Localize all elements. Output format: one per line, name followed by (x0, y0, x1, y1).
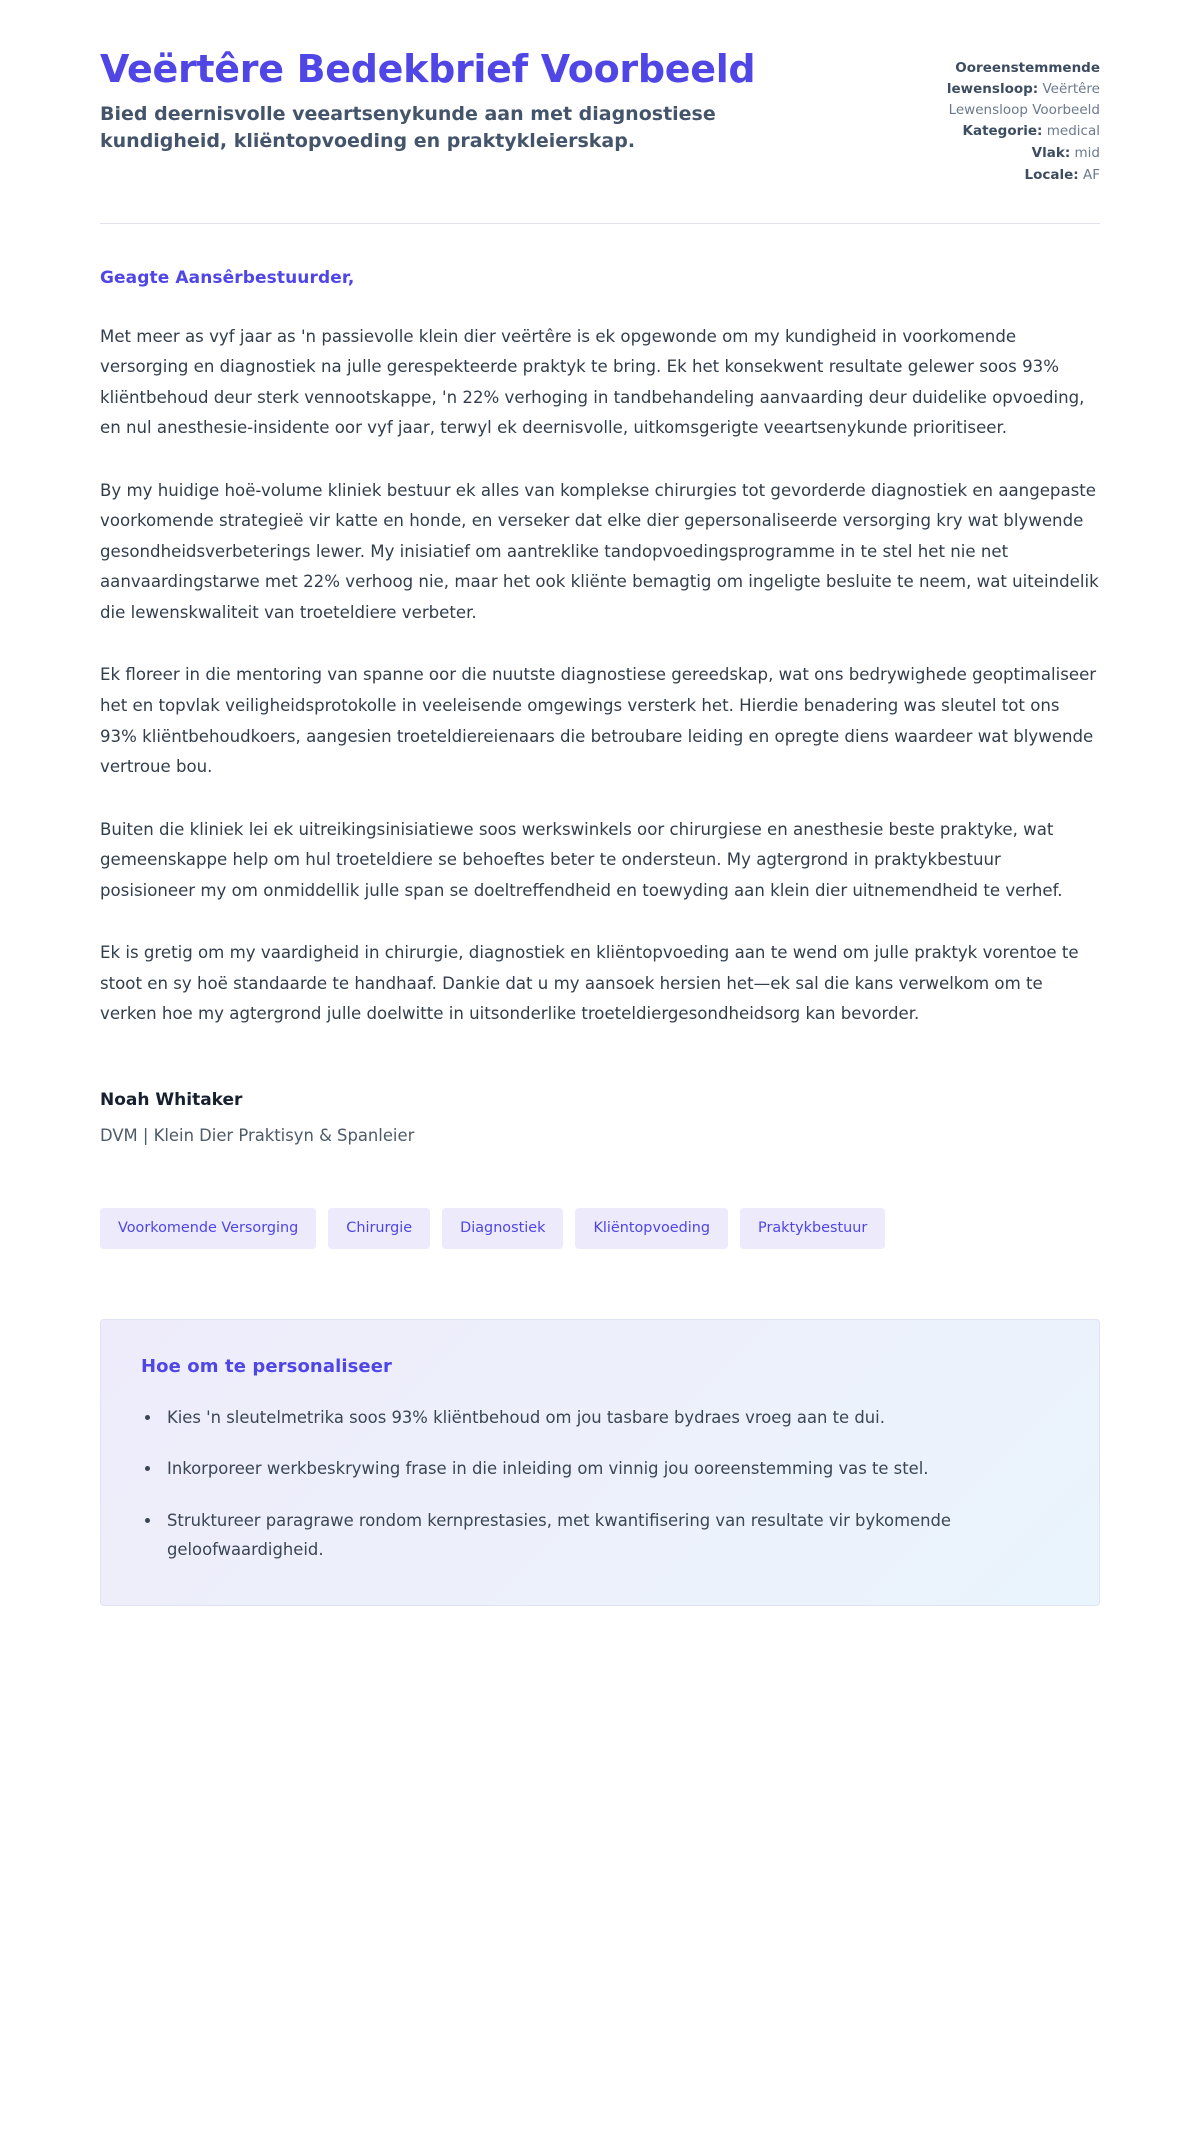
meta-locale-label: Locale: (1024, 166, 1079, 183)
letter-paragraph: Ek is gretig om my vaardigheid in chirurgie, diagnostiek en kliëntopvoeding aan te wend om julle praktyk vorentoe te stoot en sy hoë standaarde te handhaaf. Dankie dat u my aansoek hersien het—ek sal die kans verwelkom om te verken hoe my agtergrond julle doelwitte in uitsonderlike troeteldiergesondheidsorg kan bevorder. (100, 943, 1079, 1024)
list-item-text: Inkorporeer werkbeskrywing frase in die inleiding om vinnig jou ooreenstemming vas te stel. (167, 1459, 929, 1479)
page-title: Veërtêre Bedekbrief Voorbeeld (100, 47, 756, 91)
meta-category (885, 121, 1100, 142)
bullet-icon (145, 1415, 150, 1420)
page-subtitle: Bied deernisvolle veeartsenykunde aan met diagnostiese kundigheid, kliëntopvoeding en praktykleierskap. (100, 103, 716, 152)
personalization-callout (100, 1319, 1100, 1606)
meta-level-label: Vlak: (1031, 145, 1071, 162)
meta-locale (885, 165, 1100, 186)
tag-chip[interactable]: Voorkomende Versorging (100, 1208, 316, 1248)
tag-list (100, 1208, 1100, 1248)
callout-tip-list (141, 1403, 1059, 1565)
letter-paragraph: Buiten die kliniek lei ek uitreikingsinisiatiewe soos werkswinkels oor chirurgiese en anesthesie beste praktyke, wat gemeenskappe help om hul troeteldiere se behoeftes beter te ondersteun. My agtergrond in praktykbestuur posisioneer my om onmiddellik julle span se doeltreffendheid en toewyding aan klein dier uitnemendheid te verhef. (100, 819, 1063, 900)
meta-category-value: medical (1046, 123, 1100, 140)
meta-level (885, 143, 1100, 164)
callout-title: Hoe om te personaliseer (141, 1355, 393, 1377)
bullet-icon (145, 1466, 150, 1471)
document-metadata (885, 48, 1100, 187)
letter-paragraph: Met meer as vyf jaar as 'n passievolle klein dier veërtêre is ek opgewonde om my kundigheid in voorkomende versorging en diagnostiek na julle gerespekteerde praktyk te bring. Ek het konsekwent resultate gelewer soos 93% kliëntbehoud deur sterk vennootskappe, 'n 22% verhoging in tandbehandeling aanvaarding deur duidelike opvoeding, en nul anesthesie-insidente oor vyf jaar, terwyl ek deernisvolle, uitkomsgerigte veeartsenykunde prioritiseer. (100, 326, 1085, 438)
meta-level-value: mid (1074, 145, 1100, 162)
meta-matching-resume-label: Ooreenstemmende lewensloop: (946, 60, 1100, 97)
document-header (100, 48, 1100, 223)
meta-category-label: Kategorie: (962, 123, 1043, 140)
list-item (141, 1403, 1059, 1433)
letter-salutation: Geagte Aansêrbestuurder, (100, 267, 355, 288)
list-item (141, 1506, 1059, 1565)
meta-locale-value: AF (1082, 166, 1100, 183)
list-item (141, 1454, 1059, 1484)
tag-chip[interactable]: Praktykbestuur (740, 1208, 885, 1248)
meta-matching-resume-value: Veërtêre Lewensloop Voorbeeld (948, 80, 1100, 118)
tag-chip[interactable]: Diagnostiek (442, 1208, 563, 1248)
bullet-icon (145, 1518, 150, 1523)
page-content (100, 0, 1100, 1606)
header-title-block (100, 48, 800, 154)
letter-body (100, 322, 1100, 1030)
signature-name: Noah Whitaker (100, 1089, 243, 1110)
list-item-text: Kies 'n sleutelmetrika soos 93% kliëntbehoud om jou tasbare bydraes vroeg aan te dui. (167, 1407, 885, 1427)
letter-paragraph: Ek floreer in die mentoring van spanne oor die nuutste diagnostiese gereedskap, wat ons bedrywighede geoptimaliseer het en topvlak veiligheidsprotokolle in veeleisende omgewings versterk het. Hierdie benadering was sleutel tot ons 93% kliëntbehoudkoers, aangesien troeteldiereienaars die betroubare leiding en opregte diens waardeer wat blywende vertroue bou. (100, 665, 1097, 777)
header-divider (100, 223, 1100, 224)
meta-matching-resume (885, 58, 1100, 120)
signature-block (100, 1090, 1100, 1149)
letter-paragraph: By my huidige hoë-volume kliniek bestuur ek alles van komplekse chirurgies tot gevorderde diagnostiek en aangepaste voorkomende strategieë vir katte en honde, en verseker dat elke dier gepersonaliseerde versorging kry wat blywende gesondheidsverbeterings lewer. My inisiatief om aantreklike tandopvoedingsprogramme in te stel het nie net aanvaardingstarwe met 22% verhoog nie, maar het ook kliënte bemagtig om ingeligte besluite te neem, wat uiteindelik die lewenskwaliteit van troeteldiere verbeter. (100, 480, 1099, 622)
tag-chip[interactable]: Chirurgie (328, 1208, 430, 1248)
tag-chip[interactable]: Kliëntopvoeding (575, 1208, 728, 1248)
signature-role: DVM | Klein Dier Praktisyn & Spanleier (100, 1125, 415, 1145)
list-item-text: Struktureer paragrawe rondom kernprestasies, met kwantifisering van resultate vir bykomende geloofwaardigheid. (167, 1510, 952, 1560)
